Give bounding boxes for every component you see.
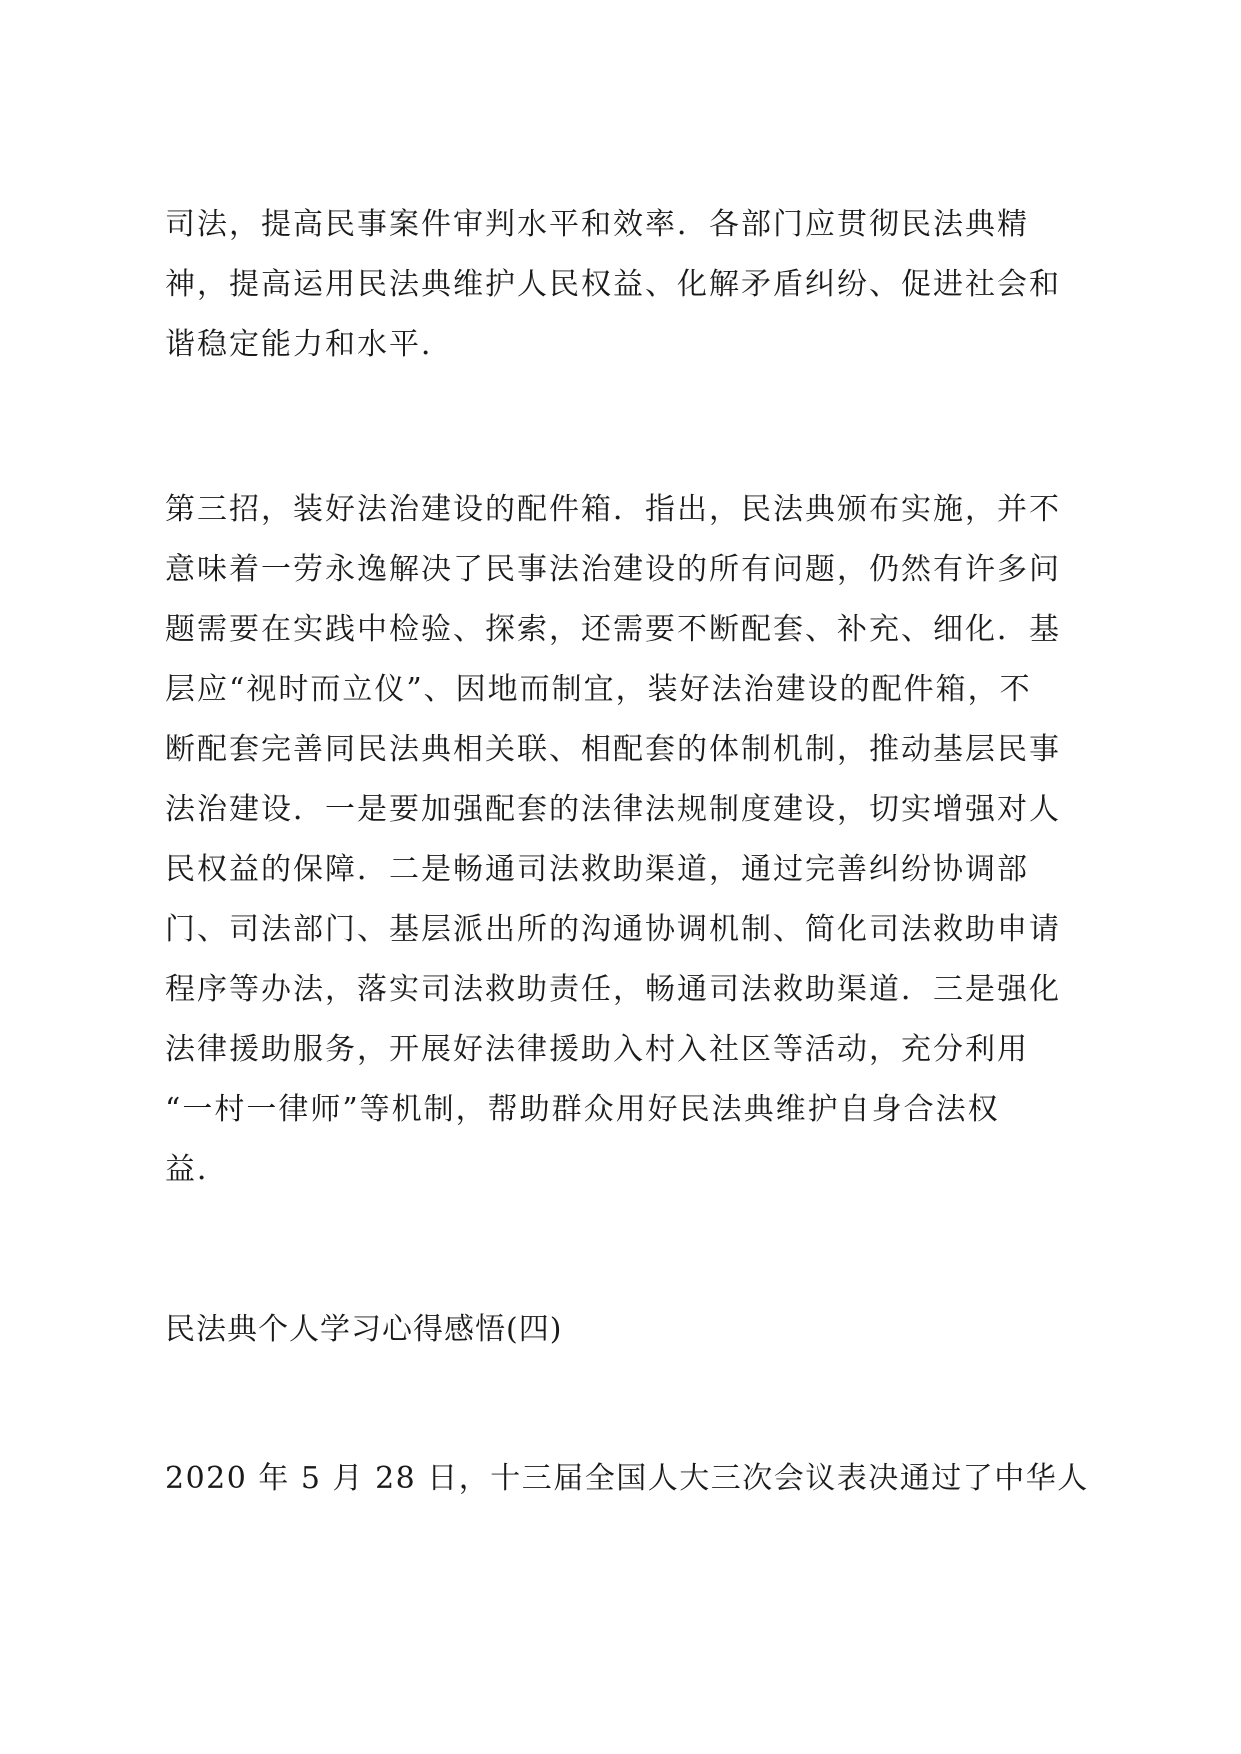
paragraph-2-line-12: 益． (165, 1152, 229, 1187)
paragraph-2-line-3: 题需要在实践中检验、探索，还需要不断配套、补充、细化．基 (165, 612, 1061, 647)
paragraph-1-line-2: 神，提高运用民法典维护人民权益、化解矛盾纠纷、促进社会和 (165, 267, 1061, 302)
paragraph-2-line-4: 层应“视时而立仪”、因地而制宜，装好法治建设的配件箱，不 (165, 672, 1032, 707)
paragraph-2-line-1: 第三招，装好法治建设的配件箱．指出，民法典颁布实施，并不 (165, 492, 1061, 527)
paragraph-2-line-11: “一村一律师”等机制，帮助群众用好民法典维护自身合法权 (165, 1092, 1000, 1127)
paragraph-2-line-10: 法律援助服务，开展好法律援助入村入社区等活动，充分利用 (165, 1032, 1029, 1067)
paragraph-2-line-6: 法治建设．一是要加强配套的法律法规制度建设，切实增强对人 (165, 792, 1061, 827)
paragraph-3-line-1: 2020 年 5 月 28 日，十三届全国人大三次会议表决通过了中华人 (165, 1461, 1089, 1496)
paragraph-2-line-8: 门、司法部门、基层派出所的沟通协调机制、简化司法救助申请 (165, 912, 1061, 947)
paragraph-2-line-7: 民权益的保障．二是畅通司法救助渠道，通过完善纠纷协调部 (165, 852, 1029, 887)
paragraph-2-line-2: 意味着一劳永逸解决了民事法治建设的所有问题，仍然有许多问 (165, 552, 1061, 587)
paragraph-2-line-5: 断配套完善同民法典相关联、相配套的体制机制，推动基层民事 (165, 732, 1061, 767)
paragraph-1-line-1: 司法，提高民事案件审判水平和效率．各部门应贯彻民法典精 (165, 207, 1029, 242)
paragraph-1-line-3: 谐稳定能力和水平． (165, 327, 453, 362)
paragraph-2-line-9: 程序等办法，落实司法救助责任，畅通司法救助渠道．三是强化 (165, 972, 1061, 1007)
section-title: 民法典个人学习心得感悟(四) (165, 1312, 563, 1347)
